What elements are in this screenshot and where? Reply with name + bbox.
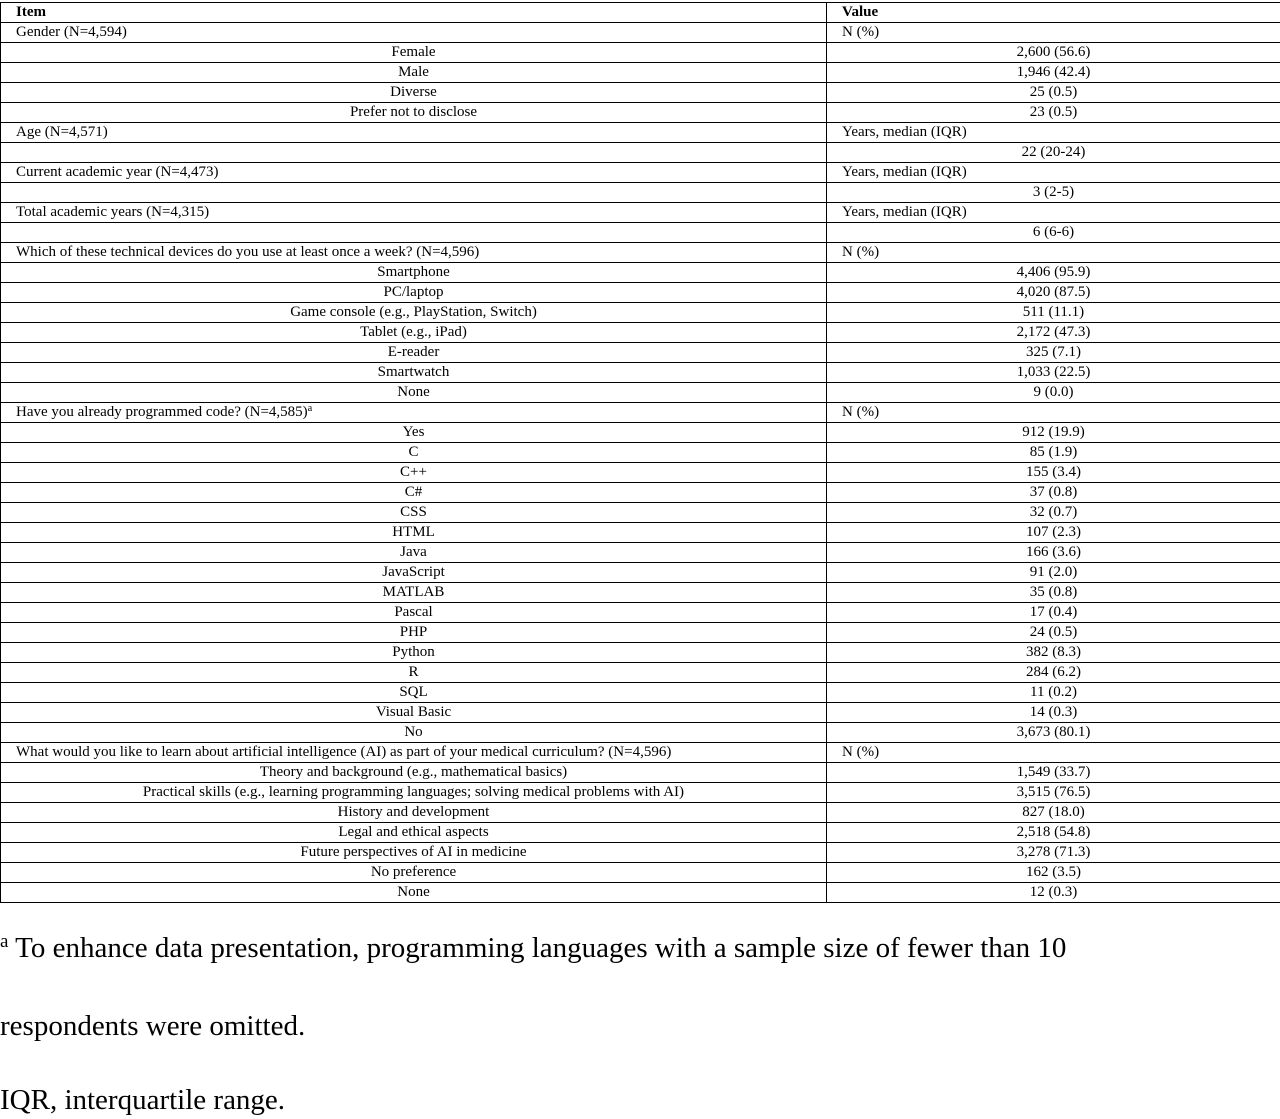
value-cell: 25 (0.5) (827, 83, 1280, 103)
results-table (0, 2, 1280, 903)
value-cell: 107 (2.3) (827, 523, 1280, 543)
value-cell: 162 (3.5) (827, 863, 1280, 883)
section-label (1, 163, 827, 183)
table-row (1, 463, 1280, 483)
value-cell: 91 (2.0) (827, 563, 1280, 583)
item-label (1, 563, 827, 583)
table-row (1, 643, 1280, 663)
item-label-text: Smartwatch (378, 364, 450, 380)
table-row (1, 63, 1280, 83)
value-cell: 85 (1.9) (827, 443, 1280, 463)
item-label-text: R (408, 664, 418, 680)
value-cell: 325 (7.1) (827, 343, 1280, 363)
value-unit: N (%) (827, 243, 1280, 263)
item-label-text: PC/laptop (383, 284, 443, 300)
item-label-text: What would you like to learn about artificial intelligence (AI) as part of your medical curriculum? (N=4,596) (16, 744, 671, 760)
value-cell: 9 (0.0) (827, 383, 1280, 403)
value-cell: 4,406 (95.9) (827, 263, 1280, 283)
value-cell: 35 (0.8) (827, 583, 1280, 603)
section-row (1, 23, 1280, 43)
item-label (1, 143, 827, 163)
table-row (1, 563, 1280, 583)
value-cell: 14 (0.3) (827, 703, 1280, 723)
item-label-text: History and development (338, 804, 490, 820)
item-label-text: Python (392, 644, 435, 660)
section-row (1, 743, 1280, 763)
item-label (1, 503, 827, 523)
value-unit: Years, median (IQR) (827, 123, 1280, 143)
item-label-text: E-reader (388, 344, 440, 360)
item-label (1, 363, 827, 383)
header-value: Value (827, 3, 1280, 23)
value-cell: 912 (19.9) (827, 423, 1280, 443)
item-label (1, 763, 827, 783)
item-label-text: HTML (392, 524, 435, 540)
header-item: Item (1, 3, 827, 23)
item-label (1, 803, 827, 823)
section-row (1, 203, 1280, 223)
section-row (1, 403, 1280, 423)
item-label (1, 383, 827, 403)
table-row (1, 523, 1280, 543)
item-label (1, 43, 827, 63)
item-label-text: Smartphone (377, 264, 450, 280)
value-cell: 3,515 (76.5) (827, 783, 1280, 803)
value-cell: 6 (6-6) (827, 223, 1280, 243)
section-label (1, 403, 827, 423)
table-row (1, 703, 1280, 723)
table-row (1, 423, 1280, 443)
item-label (1, 623, 827, 643)
value-cell: 24 (0.5) (827, 623, 1280, 643)
item-label-text: Tablet (e.g., iPad) (360, 324, 467, 340)
item-label-text: No preference (371, 864, 456, 880)
value-cell: 2,600 (56.6) (827, 43, 1280, 63)
item-label (1, 103, 827, 123)
table-row (1, 323, 1280, 343)
item-label-text: Yes (403, 424, 425, 440)
table-row (1, 43, 1280, 63)
footnote-a-line2: respondents were omitted. (0, 1007, 305, 1045)
table-row (1, 843, 1280, 863)
value-cell: 2,518 (54.8) (827, 823, 1280, 843)
footnote-a (0, 929, 1066, 967)
item-label-text: C# (405, 484, 423, 500)
item-label-text: PHP (400, 624, 428, 640)
table-row (1, 863, 1280, 883)
section-row (1, 163, 1280, 183)
item-label (1, 883, 827, 903)
item-label (1, 423, 827, 443)
value-unit: Years, median (IQR) (827, 203, 1280, 223)
value-cell: 1,946 (42.4) (827, 63, 1280, 83)
item-label (1, 303, 827, 323)
item-label (1, 523, 827, 543)
value-cell: 2,172 (47.3) (827, 323, 1280, 343)
item-label-text: Diverse (390, 84, 437, 100)
header-row (1, 3, 1280, 23)
value-unit: Years, median (IQR) (827, 163, 1280, 183)
table-row (1, 543, 1280, 563)
item-label (1, 603, 827, 623)
item-label-text: Legal and ethical aspects (338, 824, 488, 840)
value-unit: N (%) (827, 743, 1280, 763)
table-row (1, 683, 1280, 703)
value-unit: N (%) (827, 403, 1280, 423)
value-cell: 511 (11.1) (827, 303, 1280, 323)
table-row (1, 883, 1280, 903)
item-label (1, 343, 827, 363)
section-label (1, 203, 827, 223)
item-label (1, 223, 827, 243)
item-label-text: Visual Basic (376, 704, 451, 720)
value-cell: 12 (0.3) (827, 883, 1280, 903)
table-row (1, 363, 1280, 383)
item-label (1, 663, 827, 683)
item-label (1, 183, 827, 203)
item-label-text: Pascal (394, 604, 432, 620)
section-label (1, 243, 827, 263)
table-row (1, 483, 1280, 503)
table-row (1, 603, 1280, 623)
table-row (1, 343, 1280, 363)
item-label-text: Age (N=4,571) (16, 124, 108, 140)
item-label-text: Female (391, 44, 435, 60)
value-cell: 827 (18.0) (827, 803, 1280, 823)
footnote-iqr: IQR, interquartile range. (0, 1081, 285, 1119)
item-label (1, 823, 827, 843)
item-label-text: None (397, 384, 430, 400)
value-cell: 1,549 (33.7) (827, 763, 1280, 783)
section-row (1, 243, 1280, 263)
value-cell: 17 (0.4) (827, 603, 1280, 623)
item-label (1, 483, 827, 503)
item-label-text: Future perspectives of AI in medicine (300, 844, 526, 860)
item-label (1, 863, 827, 883)
table-row (1, 783, 1280, 803)
item-label (1, 703, 827, 723)
table-row (1, 303, 1280, 323)
item-label (1, 463, 827, 483)
value-cell: 3,673 (80.1) (827, 723, 1280, 743)
item-label-text: Gender (N=4,594) (16, 24, 127, 40)
section-label (1, 123, 827, 143)
table-row (1, 583, 1280, 603)
value-cell: 32 (0.7) (827, 503, 1280, 523)
value-unit: N (%) (827, 23, 1280, 43)
table-row (1, 623, 1280, 643)
item-label-text: Java (400, 544, 427, 560)
table-row (1, 263, 1280, 283)
item-label-text: Current academic year (N=4,473) (16, 164, 219, 180)
table-row (1, 763, 1280, 783)
section-label (1, 743, 827, 763)
item-label-text: CSS (400, 504, 427, 520)
item-label (1, 583, 827, 603)
item-label (1, 263, 827, 283)
value-cell: 3,278 (71.3) (827, 843, 1280, 863)
value-cell: 3 (2-5) (827, 183, 1280, 203)
table-row (1, 503, 1280, 523)
section-label (1, 23, 827, 43)
table-row (1, 103, 1280, 123)
item-label-text: Game console (e.g., PlayStation, Switch) (290, 304, 537, 320)
item-label (1, 783, 827, 803)
item-label-text: Have you already programmed code? (N=4,585) (16, 404, 308, 420)
item-label-text: Total academic years (N=4,315) (16, 204, 209, 220)
table-body (1, 23, 1280, 903)
table-row (1, 823, 1280, 843)
item-label (1, 63, 827, 83)
item-label-text: SQL (399, 684, 427, 700)
value-cell: 23 (0.5) (827, 103, 1280, 123)
item-label (1, 443, 827, 463)
value-cell: 22 (20-24) (827, 143, 1280, 163)
item-label-text: C++ (400, 464, 427, 480)
item-label-text: JavaScript (382, 564, 444, 580)
value-cell: 155 (3.4) (827, 463, 1280, 483)
item-label (1, 683, 827, 703)
item-label (1, 323, 827, 343)
item-label-text: Theory and background (e.g., mathematical basics) (260, 764, 567, 780)
value-cell: 166 (3.6) (827, 543, 1280, 563)
footnote-marker: a (0, 931, 8, 952)
item-label-text: Which of these technical devices do you use at least once a week? (N=4,596) (16, 244, 479, 260)
table-row (1, 223, 1280, 243)
item-label-text: No (404, 724, 422, 740)
table-row (1, 383, 1280, 403)
item-label-text: None (397, 884, 430, 900)
table-row (1, 143, 1280, 163)
value-cell: 11 (0.2) (827, 683, 1280, 703)
item-label (1, 543, 827, 563)
value-cell: 4,020 (87.5) (827, 283, 1280, 303)
item-label (1, 723, 827, 743)
table-row (1, 723, 1280, 743)
footnote-a-line1: To enhance data presentation, programming languages with a sample size of fewer than 10 (8, 932, 1066, 964)
footnote-marker: a (308, 403, 312, 414)
item-label-text: MATLAB (383, 584, 445, 600)
table-row (1, 663, 1280, 683)
value-cell: 1,033 (22.5) (827, 363, 1280, 383)
item-label-text: Practical skills (e.g., learning programming languages; solving medical problems with AI) (143, 784, 684, 800)
item-label-text: Prefer not to disclose (350, 104, 477, 120)
table-row (1, 283, 1280, 303)
table-row (1, 443, 1280, 463)
table-row (1, 803, 1280, 823)
table-row (1, 183, 1280, 203)
item-label (1, 643, 827, 663)
section-row (1, 123, 1280, 143)
table-row (1, 83, 1280, 103)
item-label (1, 843, 827, 863)
value-cell: 37 (0.8) (827, 483, 1280, 503)
value-cell: 382 (8.3) (827, 643, 1280, 663)
item-label (1, 83, 827, 103)
value-cell: 284 (6.2) (827, 663, 1280, 683)
item-label-text: C (408, 444, 418, 460)
item-label-text: Male (398, 64, 429, 80)
item-label (1, 283, 827, 303)
